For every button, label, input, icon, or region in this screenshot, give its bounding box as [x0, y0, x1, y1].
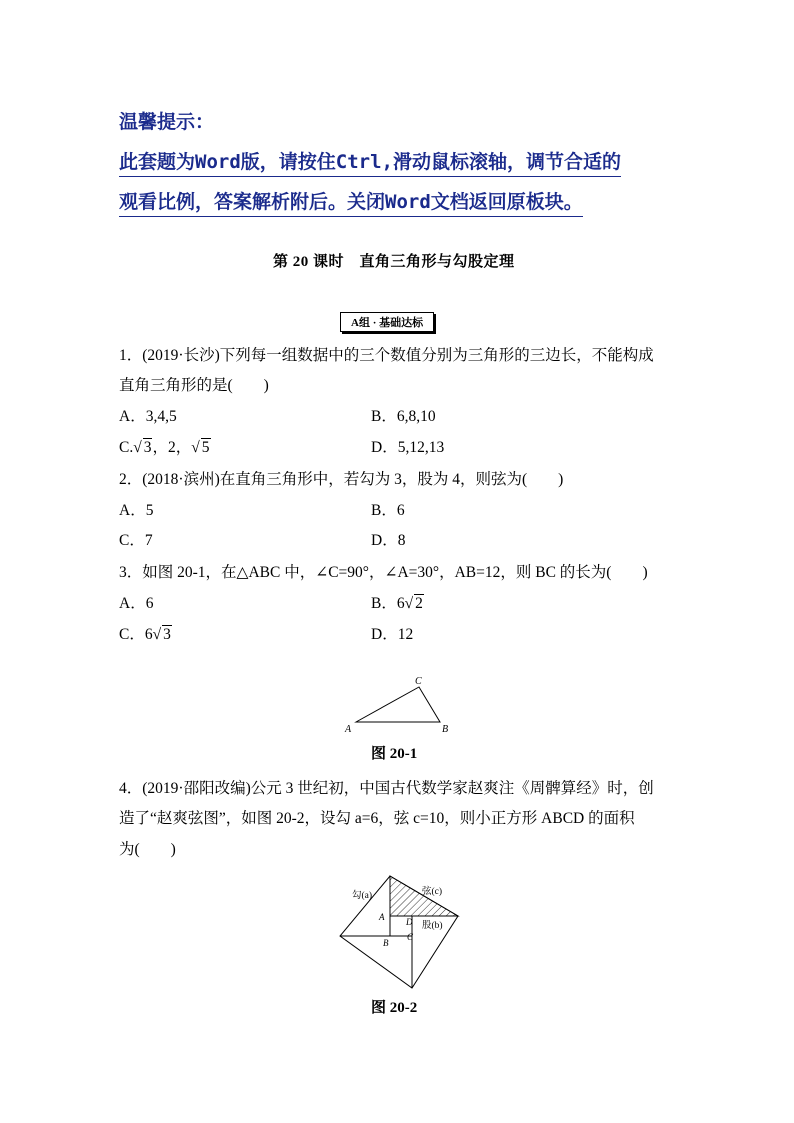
- q1-line-1: 1．(2019·长沙)下列每一组数据中的三个数值分别为三角形的三边长，不能构成: [119, 347, 654, 364]
- radicand: 3: [143, 439, 152, 456]
- q2-option-a: A．5: [119, 502, 154, 519]
- q3-line-1: 3．如图 20-1，在△ABC 中，∠C=90°，∠A=30°，AB=12，则 BC 的长为( ): [119, 564, 648, 581]
- figure-20-1: [340, 672, 460, 740]
- sqrt-3: √ 3: [133, 439, 152, 456]
- triangle-abc: [356, 687, 440, 722]
- sqrt-2: √ 2: [404, 595, 423, 612]
- q4-line-1: 4．(2019·邵阳改编)公元 3 世纪初，中国古代数学家赵爽注《周髀算经》时，创: [119, 780, 654, 797]
- gu-label: 股(b): [422, 921, 443, 931]
- gou-label: 勾(a): [352, 891, 373, 901]
- q3-option-b: [371, 591, 424, 613]
- figure-20-2: [332, 860, 464, 994]
- xian-label: 弦(c): [422, 887, 443, 897]
- q3-option-b-prefix: B．6: [371, 595, 405, 612]
- point-a-label: A: [379, 912, 385, 922]
- q2-line-1: 2．(2018·滨州)在直角三角形中，若勾为 3，股为 4，则弦为( ): [119, 471, 564, 488]
- tip-line-1-text: 此套题为Word版，请按住Ctrl,滑动鼠标滚轴，调节合适的: [119, 151, 621, 177]
- q3-option-c: [119, 622, 172, 644]
- point-b-label: B: [383, 938, 389, 948]
- q1-option-b: B．6,8,10: [371, 408, 436, 425]
- tip-line-2: [119, 187, 583, 214]
- q1-option-c-prefix: C.: [119, 439, 134, 456]
- vertex-a-label: A: [345, 724, 352, 735]
- vertex-c-label: C: [415, 676, 422, 687]
- tip-heading: 温馨提示：: [119, 111, 215, 133]
- figure-20-1-caption: 图 20-1: [371, 746, 418, 762]
- vertex-b-label: B: [442, 724, 449, 735]
- group-badge: A组 · 基础达标: [340, 312, 434, 332]
- sqrt-3: √ 3: [152, 626, 171, 643]
- q1-option-c-mid: ，2，: [152, 439, 192, 456]
- q2-option-d: D．8: [371, 532, 406, 549]
- q2-option-b: B．6: [371, 502, 405, 519]
- tip-line-1: [119, 147, 621, 174]
- q3-option-d: D．12: [371, 626, 414, 643]
- figure-20-2-caption: 图 20-2: [371, 1000, 418, 1016]
- point-c-label: C: [407, 932, 414, 942]
- q1-option-d: D．5,12,13: [371, 439, 445, 456]
- sqrt-5: √ 5: [191, 439, 210, 456]
- lesson-title: 第 20 课时 直角三角形与勾股定理: [273, 254, 515, 270]
- point-d-label: D: [406, 917, 413, 927]
- q3-option-a: A．6: [119, 595, 154, 612]
- q1-option-c: [119, 435, 211, 457]
- radicand: 2: [415, 595, 423, 612]
- q1-line-2: 直角三角形的是( ): [119, 377, 269, 394]
- q1-option-a: A．3,4,5: [119, 408, 177, 425]
- q4-line-2: 造了“赵爽弦图”，如图 20-2，设勾 a=6，弦 c=10，则小正方形 ABCD 的面积: [119, 810, 635, 827]
- q2-option-c: C．7: [119, 532, 153, 549]
- q4-line-3: 为( ): [119, 841, 176, 858]
- q3-option-c-prefix: C．6: [119, 626, 153, 643]
- tip-line-2-text: 观看比例，答案解析附后。关闭Word文档返回原板块。: [119, 191, 583, 217]
- radicand: 3: [163, 626, 171, 643]
- radicand: 5: [201, 439, 210, 456]
